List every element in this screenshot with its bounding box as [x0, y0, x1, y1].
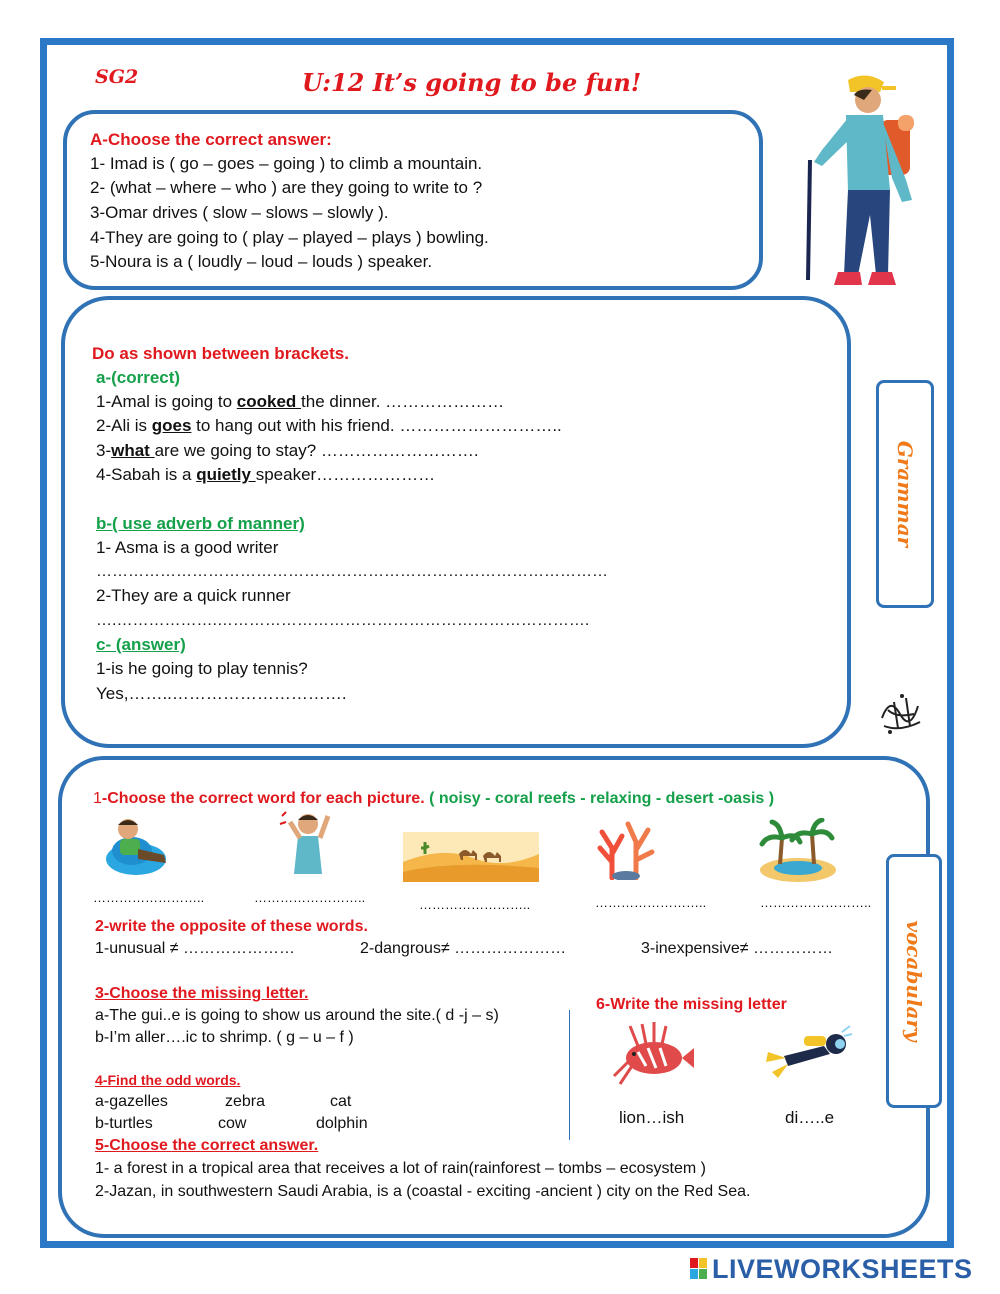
answer-blank[interactable]: ….……………….…………………………………………………………….: [96, 612, 590, 629]
vocab-q3-item: b-I’m aller….ic to shrimp. ( g – u – f ): [95, 1029, 354, 1046]
vocab-q2-heading: 2-write the opposite of these words.: [95, 918, 368, 935]
odd-word: cow: [218, 1115, 247, 1132]
vocab-q5-heading: 5-Choose the correct answer.: [95, 1137, 319, 1154]
odd-word: cat: [330, 1093, 352, 1110]
relaxing-picture: [102, 815, 174, 877]
liveworksheets-logo-icon: [690, 1258, 708, 1280]
answer-blank[interactable]: ……………………..: [93, 890, 205, 905]
section-a-item: 4-They are going to ( play – played – plays ) bowling.: [90, 228, 489, 247]
section-a-heading: A-Choose the correct answer:: [90, 130, 332, 149]
coral-reefs-picture: [592, 818, 666, 880]
section-a-item: 5-Noura is a ( loudly – loud – louds ) speaker.: [90, 252, 433, 271]
vocabulary-tag: [886, 854, 942, 1108]
grammar-a-item: 4-Sabah is a quietly speaker…………………: [96, 465, 436, 484]
vocab-q4-heading: 4-Find the odd words.: [95, 1072, 241, 1088]
grammar-tag-label: Grammar: [893, 440, 917, 548]
vocab-q2-item: 2-dangrous≠ …………………: [360, 940, 567, 957]
vocab-q3-item: a-The gui..e is going to show us around the site.( d -j – s): [95, 1007, 499, 1024]
vocab-q6-heading: 6-Write the missing letter: [596, 996, 787, 1013]
grammar-c-item: 1-is he going to play tennis?: [96, 659, 308, 678]
oasis-picture: [758, 818, 838, 884]
grammar-heading: Do as shown between brackets.: [92, 344, 349, 363]
desert-picture: [403, 832, 539, 882]
odd-word: dolphin: [316, 1115, 368, 1132]
lionfish-picture: [608, 1022, 694, 1088]
answer-blank[interactable]: ……………………..: [419, 897, 531, 912]
vocab-q3-heading: 3-Choose the missing letter.: [95, 985, 309, 1002]
grammar-b-label: b-( use adverb of manner): [96, 514, 305, 533]
footer-brand[interactable]: LIVEWORKSHEETS: [712, 1254, 973, 1284]
odd-word: a-gazelles: [95, 1093, 168, 1110]
calligraphy-ornament: [876, 688, 926, 736]
answer-blank[interactable]: ……………………..: [760, 895, 872, 910]
grammar-a-item: 3-what are we going to stay? ……………………….: [96, 441, 479, 460]
vocab-q6-word: di…..e: [785, 1108, 835, 1127]
worksheet-code: SG2: [95, 66, 139, 88]
grammar-b-item: 1- Asma is a good writer: [96, 538, 279, 557]
vocab-q2-item: 3-inexpensive≠ ……………: [641, 940, 833, 957]
odd-word: zebra: [225, 1093, 266, 1110]
hiker-illustration: [798, 70, 933, 295]
section-a-item: 2- (what – where – who ) are they going to write to ?: [90, 178, 483, 197]
vocab-q1-heading: 1-Choose the correct word for each picture. ( noisy - coral reefs - relaxing - desert -oasis ): [93, 790, 775, 807]
vocabulary-tag-label: vocabulary: [902, 920, 926, 1042]
grammar-a-label: a-(correct): [96, 368, 181, 387]
grammar-a-item: 2-Ali is goes to hang out with his friend. ………………………..: [96, 416, 562, 435]
grammar-c-label: c- (answer): [96, 635, 186, 654]
grammar-a-item: 1-Amal is going to cooked the dinner. …………………: [96, 392, 505, 411]
grammar-b-item: 2-They are a quick runner: [96, 586, 291, 605]
answer-blank[interactable]: ……………………..: [254, 890, 366, 905]
answer-blank[interactable]: ……………………..: [595, 895, 707, 910]
noisy-picture: [276, 808, 336, 876]
vocab-q2-item: 1-unusual ≠ …………………: [95, 940, 295, 957]
odd-word: b-turtles: [95, 1115, 153, 1132]
column-divider: [569, 1010, 570, 1140]
answer-blank[interactable]: ……………………………………………………………………………………: [96, 563, 608, 580]
vocab-q5-item: 1- a forest in a tropical area that receives a lot of rain(rainforest – tombs – ecosystem ): [95, 1160, 706, 1177]
diver-picture: [764, 1022, 854, 1082]
worksheet-title: U:12 It’s going to be fun!: [302, 68, 642, 97]
section-a-item: 3-Omar drives ( slow – slows – slowly ).: [90, 203, 389, 222]
vocab-q5-item: 2-Jazan, in southwestern Saudi Arabia, is a (coastal - exciting -ancient ) city on the Red Sea.: [95, 1183, 751, 1200]
answer-blank[interactable]: Yes,……..………………………….: [96, 684, 347, 703]
grammar-tag: [876, 380, 934, 608]
section-a-item: 1- Imad is ( go – goes – going ) to climb a mountain.: [90, 154, 483, 173]
vocab-q6-word: lion…ish: [619, 1108, 685, 1127]
